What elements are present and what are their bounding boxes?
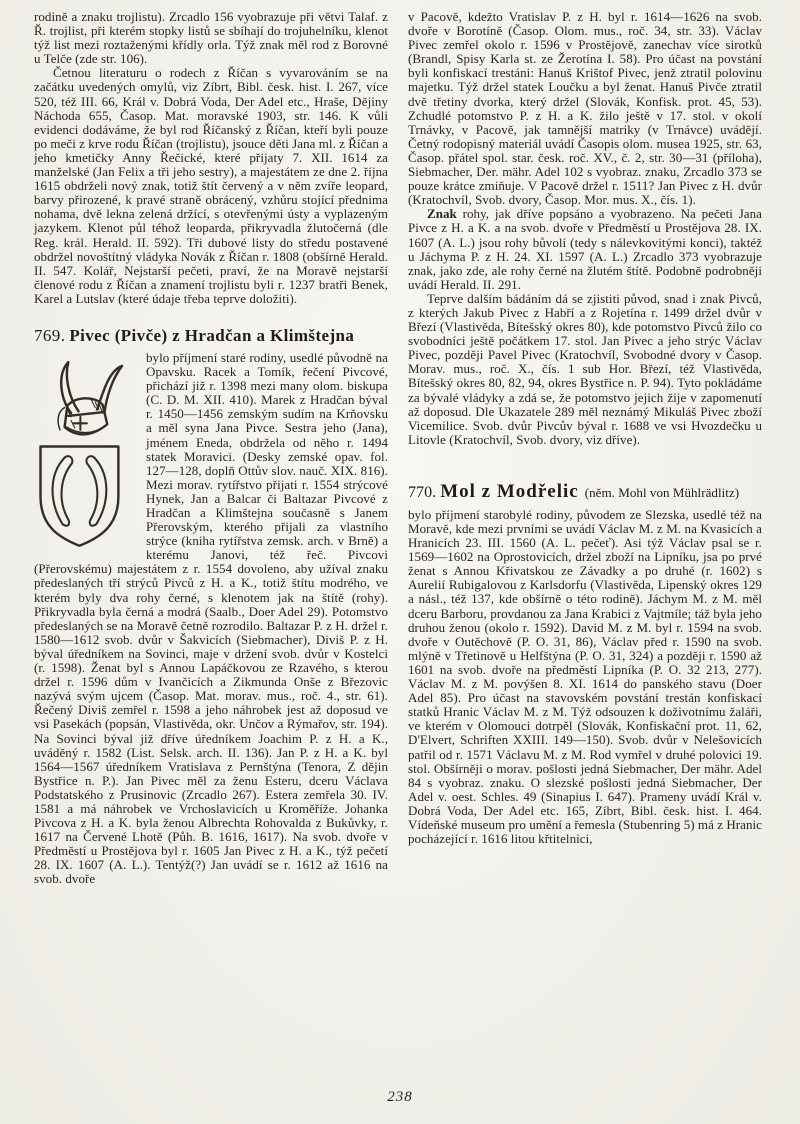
section-heading-770 (408, 481, 762, 504)
section-title: Mol z Modřelic (440, 480, 579, 502)
page-number: 238 (387, 1089, 413, 1105)
section-number: 770. (408, 483, 437, 501)
left-column (34, 10, 388, 887)
paragraph-literature-rican: Četnou literaturu o rodech z Říčan s vyvarováním se na začátku uvedených omylů, viz Zíbrt, Bibl. česk. hist. I. 267, více 520, též III. 66, Král v. Dobrá Voda, Der Adel etc., Hraše, Dějiny Náchoda 655, Časop. Mat. moravské 1903, str. 146. K vůli evidenci dodáváme, že byl rod Říčanský z Říčan, kteří byli pouze po meči z krve rodu Říčan (trojlistu), jsouce děti Jana ml. z Říčan a jeho kmetičky Anny Řečické, které přijaty 7. XII. 1614 za manželské (Jan Felix a tři jeho sestry), a majestátem ze dne 2. října 1615 obdrželi nový znak, totiž štít červený a v něm zvíře leopard, barvy přirozené, k pravé straně obrácený, vzhůru stojící přednima nohama, dvě lekna zelená držící, s otevřenými ústy a vyplazeným jazykem. Klenot půl téhož leoparda, přikryvadla žlutočerná (dle Reg. král. Herald. II. 592). Tři dubové listy do středu postavené obdržel novoštítný vládyka Novák z Říčan r. 1808 (obšírně Herald. II. 547. Kolář, Nejstarší pečeti, praví, že na Moravě nejstarší členové rodu z Říčan a znamení trojlistu byli r. 1237 bratři Benek, Karel a Lutslav (které údaje třeba teprve doložiti). (34, 65, 388, 306)
paragraph-teprve: Teprve dalším bádáním dá se zjistiti původ, snad i znak Pivců, z kterých Jakub Pivec z Habří a z Rojetína r. 1499 držel dvůr v Březí (Vlastivěda, Bítešský okres 80), kde potomstvo Pivců žilo co svobodníci ještě počátkem 17. stol. Jan Pivec a jeho strýc Václav Pivec, později Pavel Pivec (Kratochvíl, Svobodné dvory v Časop. Morav. mus., roč. X., čís. 1 sub Hor. Březí, též Vlastivěda, Bítešský okres 80, 82, 94, okres Bystřice n. P. 94). Tyto pokládáme za bývalé vládyky a zdá se, že potomstvo jejich žije v zapomenutí až doposud. Dle Ukazatele 289 měl neznámý Mikuláš Pivec zboží Vicemilice. Svob. dvůr Pivcův býval r. 1688 ve vsi Hvozdečku u Litovle (Kratochvíl, Svob. dvory, viz dříve). (408, 290, 762, 447)
section-title: Pivec (Pivče) z Hradčan a Klimštejna (69, 325, 355, 345)
coat-of-arms-pivec-image (34, 354, 136, 552)
section-heading-769 (34, 326, 388, 346)
section-769-body-wrap (34, 351, 388, 887)
paragraph-continuation: rodině a znaku trojlistu). Zrcadlo 156 vyobrazuje při větvi Talaf. z Ř. trojlist, při kterém stopky listů se sbíhají do trojuhelníku, klenot týž list mezi roztaženými křídly orla. Týž znak měl rod z Borovné u Telče (zde str. 106). (34, 9, 388, 67)
right-column (408, 10, 762, 887)
section-number: 769. (34, 325, 66, 345)
coat-of-arms-drawing (34, 354, 136, 552)
paragraph-znak (408, 207, 762, 292)
section-770-body: bylo příjmení starobylé rodiny, původem ze Slezska, usedlé též na Moravě, kde mezi prvními se uvádí Václav M. z M. na Kvasicích a Hranicích 23. III. 1560 (A. L. pečeť). Asi týž Václav psal se r. 1569—1602 na Oprostovicích, držel zboží na Lipníku, jsa po prvé ženat s Annou Křivatskou ze Závadky a po druhé (r. 1602) s Aurelií Rubigalovou z Karlsdorfu (Vlastivěda, Lipenský okres 129 a násl., též 137, kde obšírně o této rodině). Jáchym M. z M. měl dceru Barboru, provdanou za Jana Krabici z Vajtmíle; táž byla jeho druhou ženou (okolo r. 1592). David M. z M. byl r. 1594 na svob. dvoře v Outěchově (P. O. 31, 86), Václav před r. 1590 na svob. mlýně v Třetinově u Helfštýna (P. O. 31, 324) a později r. 1590 až 1601 na svob. dvoře na předměstí Lipníka (P. O. 32 213, 277). Václav M. z M. povýšen 8. XI. 1614 do panského stavu (Doer Adel 85). Pro účast na stavovském povstání trestán konfiskací statků Hranic Václav M. z M. Týž odsouzen k doživotnímu žaláři, ve kterém v Olomouci dotrpěl (Slovák, Konfiskační prot. 11, 62, D'Elvert, Schriften XXIII. 149—150). Svob. dvůr v Nelešovicích patřil od r. 1571 Václavu M. z M. Rod vymřel v druhé polovici 19. stol. Obšírněji o morav. pošlosti jedná Siebmacher, Der mähr. Adel 84 s vyobraz. znaku. O slezské pošlosti jedná Siebmacher, Der Adel v. oest. Schles. 49 (Sinapius I. 647). Prameny uvádí Král v. Dobrá Voda, Der Adel etc. 165, Zíbrt, Bibl. česk. hist. I. 464. Vídeňské museum pro umění a řemesla (Stubenring 5) má z Hranic pocházející r. 1616 litou křtitelnici, (408, 506, 762, 847)
section-769-body: bylo příjmení staré rodiny, usedlé původně na Opavsku. Racek a Tomík, řečení Pivcové, přichází již r. 1398 mezi many olom. biskupa (C. D. M. XII. 410). Marek z Hradčan býval r. 1450—1456 zemským sudím na Krňovsku a měl syna Jana Pivce. Sestra jeho (Jana), jménem Eneda, obdržela od něho r. 1494 statek Moravici. (Desky zemské opav. fol. 127—128, doplň Ottův slov. nauč. XIX. 816). Mezi morav. rytířstvo přijati r. 1554 strýcové Hynek, Jan a Balcar či Baltazar Pivcové z Hradčan a Klimštejna současně s Janem Přerovským, kterého přijali za vlastního strýce (kniha rytířstva zemsk. arch. v Brně) a kterému Janovi, též řeč. Pivcovi (Přerovskému) majestátem z r. 1554 dovoleno, aby užíval znaku předeslaných tří strýců Pivců z H. a K., totiž štítu modrého, ve kterém byly dva rohy černé, s klenotem jak na štítě (rohy). Přikryvadla byla černá a modrá (Saalb., Doer Adel 29). Potomstvo předeslaných se na Moravě četně rozrodilo. Baltazar P. z H. držel r. 1580—1612 svob. dvůr v Šakvicích (Siebmacher), Diviš P. z H. býval úředníkem na Sovinci, maje v držení svob. dvůr v Kostelci (r. 1598). Ženat byl s Annou Lapáčkovou ze Rzavého, s kterou držel r. 1596 dům v Ivančicích a Zikmunda Onše z Březovic nazývá svým ujcem (Časop. Mat. morav. mus., roč. 4., str. 61). Řečený Diviš zemřel r. 1598 a jeho náhrobek jest až doposud ve vsi Pasekách (popsán, Vlastivěda, okr. Unčov a Rýmařov, str. 194). Na Sovinci býval již dříve úředníkem Joachim P. z H. a K., uváděný r. 1582 (List. Selsk. arch. II. 136). Jan P. z H. a K. byl 1564—1567 úředníkem Vratislava z Pernštýna (Tenora, Z dějin Bystřice n. P.). Jan Pivec měl za ženu Esteru, dceru Václava Podstatského z Prusinovic (Zrcadlo 267). Estera zemřela 30. IV. 1581 a má náhrobek ve Vrchoslavicích u Kroměříže. Johanka Pivcova z H. a K. byla ženou Albrechta Rohovalda z Bukůvky, r. 1617 na Červené Lhotě (Půh. B. 1616, 1617). Na svob. dvoře v Předměstí u Prostějova byl r. 1605 Jan Pivec z H. a K., týž pečetí 28. IX. 1607 (A. L.). Tentýž(?) Jan uvádí se r. 1612 až 1616 na svob. dvoře (34, 349, 388, 887)
paragraph-pacov-continuation: v Pacově, kdežto Vratislav P. z H. byl r. 1614—1626 na svob. dvoře v Borotíně (Časop. Olom. mus., roč. 34, str. 33). Václav Pivec zemřel okolo r. 1596 v Prostějově, zanechav více sirotků (Brandl, Spisy Karla st. ze Žerotína I. 58). Pro účast na povstání byli konfiskací trestáni: Hanuš Krištof Pivec, jenž ztratil polovinu majetku. Týž držel statek Loučku a byl ženat. Hanuš Pivče ztratil dvě třetiny dvorka, který držel (Slovák, Konfisk. prot. 45, 53). Zchudlé potomstvo P. z H. a K. žilo ještě v 17. stol. v okolí Trnávky, v Pacově, jak tamnější matriky (v Trnávce) uvádějí. Četný rodopisný materiál uvádí Časopis olom. musea 1925, str. 63, Časop. přátel spol. star. česk. roč. XV., č. 2, str. 30—31 (příloha), Siebmacher, Der. mähr. Adel 102 s vyobraz. znaku, Zrcadlo 373 se pouze krátce zmiňuje. V Pacově držel r. 1511? Jan Pivec z H. dvůr (Kratochvíl, Svob. dvory, Časop. Mor. mus. X., čís. 1). (408, 9, 762, 208)
section-subtitle: (něm. Mohl von Mühlrädlitz) (584, 484, 740, 500)
znak-text: rohy, jak dříve popsáno a vyobrazeno. Na pečeti Jana Pivce z H. a K. a na svob. dvoře v Předměstí u Prostějova 28. IX. 1607 (A. L.) jsou rohy bůvolí (tedy s nálevkovitými konci), taktéž u Jáchyma P. z H. 24. XI. 1597 (A. L.) Zrcadlo 373 vyobrazuje znak, jako zde, ale rohy černé na žlutém štítě. Podobně podrobněji uvádí Herald. II. 291. (408, 206, 762, 292)
znak-lead-word: Znak (427, 206, 457, 222)
